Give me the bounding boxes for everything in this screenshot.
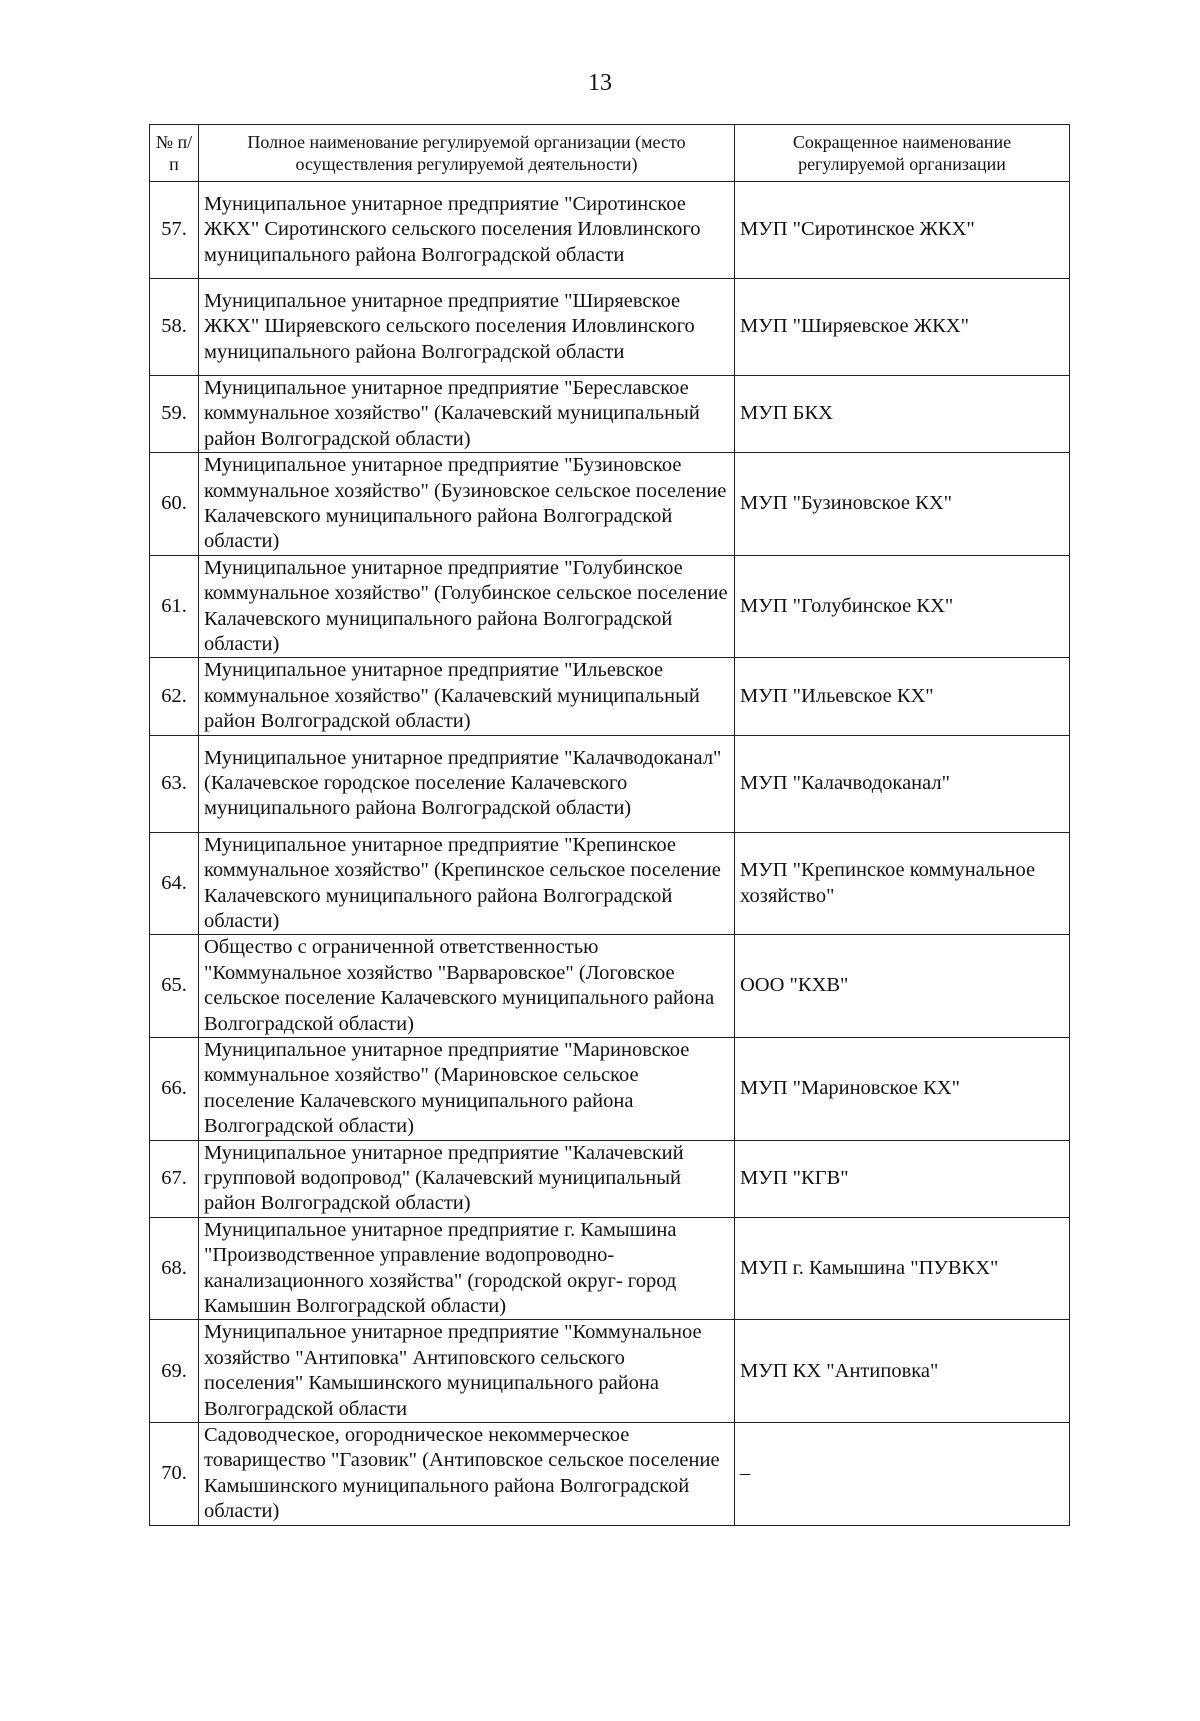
header-short-name: Сокращенное наименование регулируемой организации [735, 125, 1070, 182]
row-full-name: Муниципальное унитарное предприятие "Коммунальное хозяйство "Антиповка" Антиповского сельского поселения" Камышинского муниципального района Волгоградской области [199, 1320, 735, 1423]
table-row [150, 1423, 1070, 1526]
row-number: 59. [150, 376, 199, 453]
row-full-name: Муниципальное унитарное предприятие "Голубинское коммунальное хозяйство" (Голубинское сельское поселение Калачевского муниципального района Волгоградской области) [199, 555, 735, 658]
table-row [150, 1140, 1070, 1217]
row-number: 69. [150, 1320, 199, 1423]
table-row [150, 279, 1070, 376]
row-number: 63. [150, 735, 199, 832]
table-header-row [150, 125, 1070, 182]
row-short-name: МУП "Ильевское КХ" [735, 658, 1070, 735]
row-full-name: Муниципальное унитарное предприятие г. Камышина "Производственное управление водопроводно-канализационного хозяйства" (городской округ- город Камышин Волгоградской области) [199, 1217, 735, 1320]
row-full-name: Муниципальное унитарное предприятие "Мариновское коммунальное хозяйство" (Мариновское сельское поселение Калачевского муниципального района Волгоградской области) [199, 1037, 735, 1140]
row-short-name: МУП "Ширяевское ЖКХ" [735, 279, 1070, 376]
row-short-name: МУП "Сиротинское ЖКХ" [735, 182, 1070, 279]
row-full-name: Муниципальное унитарное предприятие "Сиротинское ЖКХ" Сиротинского сельского поселения Иловлинского муниципального района Волгоградской области [199, 182, 735, 279]
table-row [150, 376, 1070, 453]
page-number: 13 [588, 70, 612, 96]
row-full-name: Муниципальное унитарное предприятие "Калачводоканал" (Калачевское городское поселение Калачевского муниципального района Волгоградской области) [199, 735, 735, 832]
row-number: 70. [150, 1423, 199, 1526]
row-full-name: Муниципальное унитарное предприятие "Крепинское коммунальное хозяйство" (Крепинское сельское поселение Калачевского муниципального района Волгоградской области) [199, 832, 735, 935]
row-number: 65. [150, 935, 199, 1038]
table-row [150, 555, 1070, 658]
row-short-name: ООО "КХВ" [735, 935, 1070, 1038]
row-short-name: МУП БКХ [735, 376, 1070, 453]
row-full-name: Садоводческое, огородническое некоммерческое товарищество "Газовик" (Антиповское сельское поселение Камышинского муниципального района Волгоградской области) [199, 1423, 735, 1526]
header-num: № п/п [150, 125, 199, 182]
row-full-name: Общество с ограниченной ответственностью "Коммунальное хозяйство "Варваровское" (Логовское сельское поселение Калачевского муниципального района Волгоградской области) [199, 935, 735, 1038]
row-full-name: Муниципальное унитарное предприятие "Ширяевское ЖКХ" Ширяевского сельского поселения Иловлинского муниципального района Волгоградской области [199, 279, 735, 376]
row-number: 58. [150, 279, 199, 376]
table-row [150, 182, 1070, 279]
table-row [150, 453, 1070, 556]
row-number: 60. [150, 453, 199, 556]
row-number: 68. [150, 1217, 199, 1320]
table-row [150, 935, 1070, 1038]
table-row [150, 735, 1070, 832]
header-full-name: Полное наименование регулируемой организации (место осуществления регулируемой деятельности) [199, 125, 735, 182]
organizations-table [149, 124, 1070, 1526]
row-short-name: МУП КХ "Антиповка" [735, 1320, 1070, 1423]
table-row [150, 832, 1070, 935]
table-body [150, 182, 1070, 1526]
table-row [150, 1320, 1070, 1423]
row-number: 64. [150, 832, 199, 935]
table-row [150, 1037, 1070, 1140]
row-number: 61. [150, 555, 199, 658]
row-short-name: МУП "Крепинское коммунальное хозяйство" [735, 832, 1070, 935]
row-number: 62. [150, 658, 199, 735]
row-short-name: МУП "КГВ" [735, 1140, 1070, 1217]
row-short-name: МУП "Калачводоканал" [735, 735, 1070, 832]
table-row [150, 658, 1070, 735]
row-full-name: Муниципальное унитарное предприятие "Бузиновское коммунальное хозяйство" (Бузиновское сельское поселение Калачевского муниципального района Волгоградской области) [199, 453, 735, 556]
row-number: 67. [150, 1140, 199, 1217]
row-full-name: Муниципальное унитарное предприятие "Калачевский групповой водопровод" (Калачевский муниципальный район Волгоградской области) [199, 1140, 735, 1217]
row-short-name: – [735, 1423, 1070, 1526]
row-short-name: МУП "Голубинское КХ" [735, 555, 1070, 658]
row-number: 66. [150, 1037, 199, 1140]
row-short-name: МУП "Мариновское КХ" [735, 1037, 1070, 1140]
row-short-name: МУП г. Камышина "ПУВКХ" [735, 1217, 1070, 1320]
row-full-name: Муниципальное унитарное предприятие "Ильевское коммунальное хозяйство" (Калачевский муниципальный район Волгоградской области) [199, 658, 735, 735]
row-short-name: МУП "Бузиновское КХ" [735, 453, 1070, 556]
row-number: 57. [150, 182, 199, 279]
row-full-name: Муниципальное унитарное предприятие "Береславское коммунальное хозяйство" (Калачевский муниципальный район Волгоградской области) [199, 376, 735, 453]
table-row [150, 1217, 1070, 1320]
